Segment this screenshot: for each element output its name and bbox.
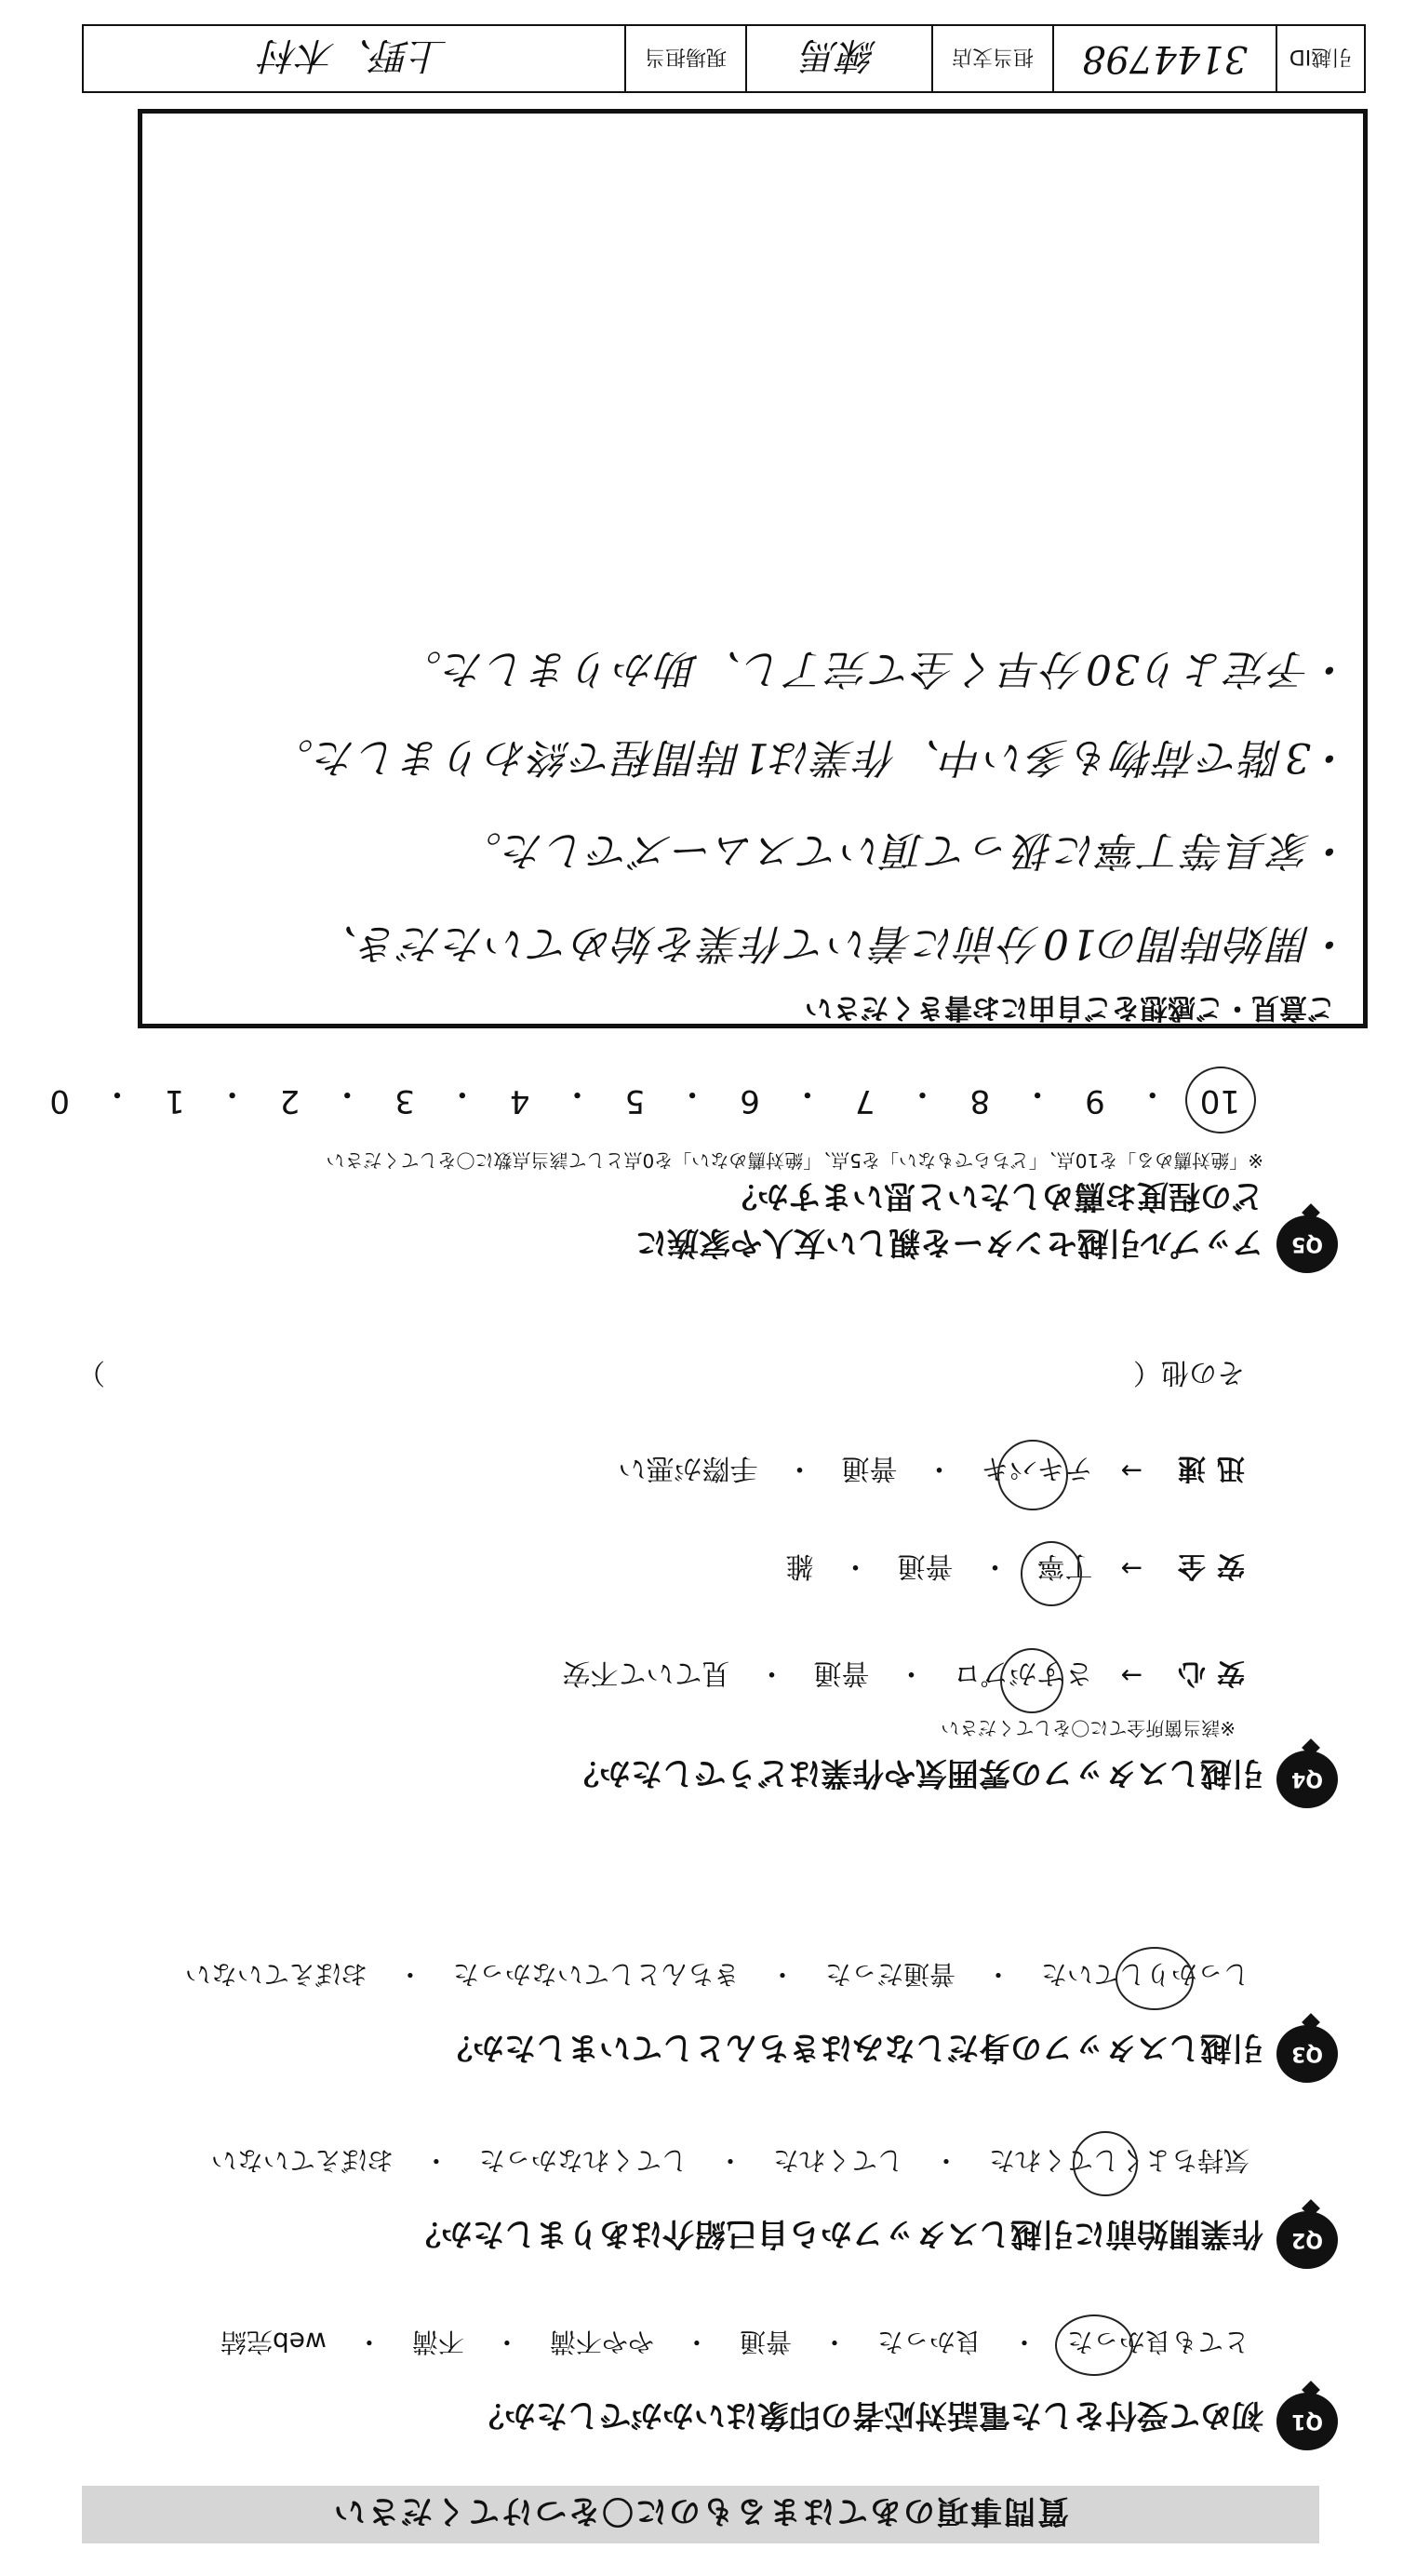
arrow-right-icon: → xyxy=(1120,1660,1142,1692)
q4-badge: Q4 xyxy=(1276,1751,1338,1808)
q3-answer-circle xyxy=(1116,1947,1194,2010)
score-option[interactable]: 2 xyxy=(279,1082,301,1120)
q1-badge: Q1 xyxy=(1276,2393,1338,2450)
comment-box[interactable] xyxy=(138,109,1368,1028)
q4-question: 引越しスタッフの雰囲気や作業はどうでしたか？ xyxy=(568,1754,1263,1791)
q3-option[interactable]: おぼえていない xyxy=(184,1959,367,1990)
score-option[interactable]: 9 xyxy=(1085,1082,1105,1120)
q4-option[interactable]: さすがプロ xyxy=(953,1657,1093,1689)
staff-value: 上野、木村 xyxy=(261,34,448,77)
score-option[interactable]: 3 xyxy=(394,1082,415,1120)
score-option[interactable]: 8 xyxy=(969,1082,991,1120)
q5-question-line2: どの程度お薦めしたいと思いますか？ xyxy=(726,1177,1263,1214)
comment-line: ・開始時間の10分前に着いて作業を始めていただき、 xyxy=(314,919,1354,967)
q2-answer-circle xyxy=(1073,2131,1138,2196)
q3-option[interactable]: きちんとしていなかった xyxy=(452,1959,740,1990)
q4-row-label: 迅速 xyxy=(1167,1452,1245,1484)
q4-option[interactable]: テキパキ xyxy=(981,1452,1093,1484)
id-table xyxy=(82,24,1366,93)
q2-badge: Q2 xyxy=(1276,2211,1338,2269)
q4-anshin-circle xyxy=(1000,1648,1063,1713)
q2-options: 気持ちよくしてくれた ・ してくれた ・ してくれなかった ・ おぼえていない xyxy=(211,2143,1249,2180)
branch-label: 担当支店 xyxy=(931,26,1052,91)
q1-options: とても良かった ・ 良かった ・ 普通 ・ やや不満 ・ 不満 ・ web完結 xyxy=(220,2325,1249,2362)
move-id-label: 引越ID xyxy=(1276,26,1364,91)
q2-question: 作業開始前に引越しスタッフから自己紹介はありましたか？ xyxy=(409,2215,1263,2252)
q1-option[interactable]: web完結 xyxy=(220,2327,327,2357)
q1-option[interactable]: 不満 xyxy=(411,2327,464,2357)
q4-row-label: 安全 xyxy=(1167,1550,1245,1582)
q5-note: ※「絶対薦める」を10点、「どちらでもない」を5点、「絶対薦めない」を0点として該当点数に〇をしてください xyxy=(326,1149,1263,1172)
arrow-right-icon: → xyxy=(1120,1456,1142,1487)
score-option[interactable]: 10 xyxy=(1199,1082,1240,1120)
q5-question-line1: アップル引越センターを親しい友人や家族に xyxy=(635,1224,1263,1261)
q1-option[interactable]: 普通 xyxy=(739,2327,792,2357)
q4-option[interactable]: 手際が悪い xyxy=(618,1452,758,1484)
comment-line: ・予定より30分早く全て完了し、助かりました。 xyxy=(399,645,1354,692)
q1-answer-circle xyxy=(1055,2314,1133,2376)
q3-option[interactable]: 普通だった xyxy=(824,1959,955,1990)
instructions-header: 質問事項のあてはまるものに〇をつけてください xyxy=(82,2486,1319,2543)
q2-option[interactable]: してくれなかった xyxy=(478,2145,688,2176)
q5-badge: Q5 xyxy=(1276,1215,1338,1273)
comment-title: ご意見・ご感想をご自由にお書きください xyxy=(805,991,1335,1024)
q4-other xyxy=(1133,1355,1245,1396)
q3-question: 引越しスタッフの身だしなみはきちんとしていましたか？ xyxy=(441,2029,1263,2066)
q4-option[interactable]: 普通 xyxy=(813,1657,870,1689)
q2-option[interactable]: 気持ちよくしてくれた xyxy=(988,2145,1249,2176)
q3-options: しっかりしていた ・ 普通だった ・ きちんとしていなかった ・ おぼえていない xyxy=(185,1957,1249,1994)
staff-label: 現場担当 xyxy=(624,26,745,91)
q1-option[interactable]: 良かった xyxy=(876,2327,982,2357)
q2-option[interactable]: してくれた xyxy=(772,2145,903,2176)
q4-note: ※該当箇所全てに〇をしてください xyxy=(941,1717,1236,1739)
q4-option[interactable]: 普通 xyxy=(841,1452,898,1484)
q4-option[interactable]: 普通 xyxy=(897,1550,954,1582)
score-option[interactable]: 6 xyxy=(740,1082,760,1120)
q4-row-anshin: 安心 → さすがプロ ・ 普通 ・ 見ていて不安 xyxy=(563,1656,1245,1697)
q1-question: 初めて受付をした電話対応者の印象はいかがでしたか？ xyxy=(473,2396,1263,2434)
branch-value: 練馬 xyxy=(745,26,931,91)
q1-option[interactable]: やや不満 xyxy=(549,2327,654,2357)
comment-line: ・家具等丁寧に扱って頂いてスムーズでした。 xyxy=(459,826,1354,874)
comment-line: ・3階で荷物も多い中、作業は1時間程で終わりました。 xyxy=(271,733,1354,781)
q4-row-jinsoku: 迅速 → テキパキ ・ 普通 ・ 手際が悪い xyxy=(619,1451,1245,1492)
q4-option[interactable]: 雑 xyxy=(785,1550,814,1582)
q5-scale: 10 ・ 9 ・ 8 ・ 7 ・ 6 ・ 5 ・ 4 ・ 3 ・ 2 ・ 1 ・ 0 xyxy=(49,1075,1240,1120)
move-id-value: 3144798 xyxy=(1052,26,1276,91)
q4-row-label: 安心 xyxy=(1167,1657,1245,1689)
q5-answer-circle xyxy=(1185,1067,1256,1134)
q3-badge: Q3 xyxy=(1276,2025,1338,2083)
score-option[interactable]: 4 xyxy=(509,1082,530,1120)
score-option[interactable]: 7 xyxy=(854,1082,875,1120)
score-option[interactable]: 0 xyxy=(49,1082,70,1120)
q4-other-close: ） xyxy=(77,1356,105,1389)
score-option[interactable]: 5 xyxy=(624,1082,646,1120)
q4-other-label: その他（ xyxy=(1133,1356,1245,1389)
q4-option[interactable]: 丁寧 xyxy=(1036,1550,1093,1582)
q4-jinsoku-circle xyxy=(997,1440,1068,1510)
arrow-right-icon: → xyxy=(1120,1553,1142,1585)
q1-option[interactable]: とても良かった xyxy=(1066,2327,1249,2357)
q3-option[interactable]: しっかりしていた xyxy=(1040,1959,1249,1990)
q4-row-anzen: 安全 → 丁寧 ・ 普通 ・ 雑 xyxy=(786,1549,1245,1590)
q4-option[interactable]: 見ていて不安 xyxy=(562,1657,730,1689)
q2-option[interactable]: おぼえていない xyxy=(210,2145,394,2176)
score-option[interactable]: 1 xyxy=(164,1082,185,1120)
q4-anzen-circle xyxy=(1021,1541,1082,1606)
